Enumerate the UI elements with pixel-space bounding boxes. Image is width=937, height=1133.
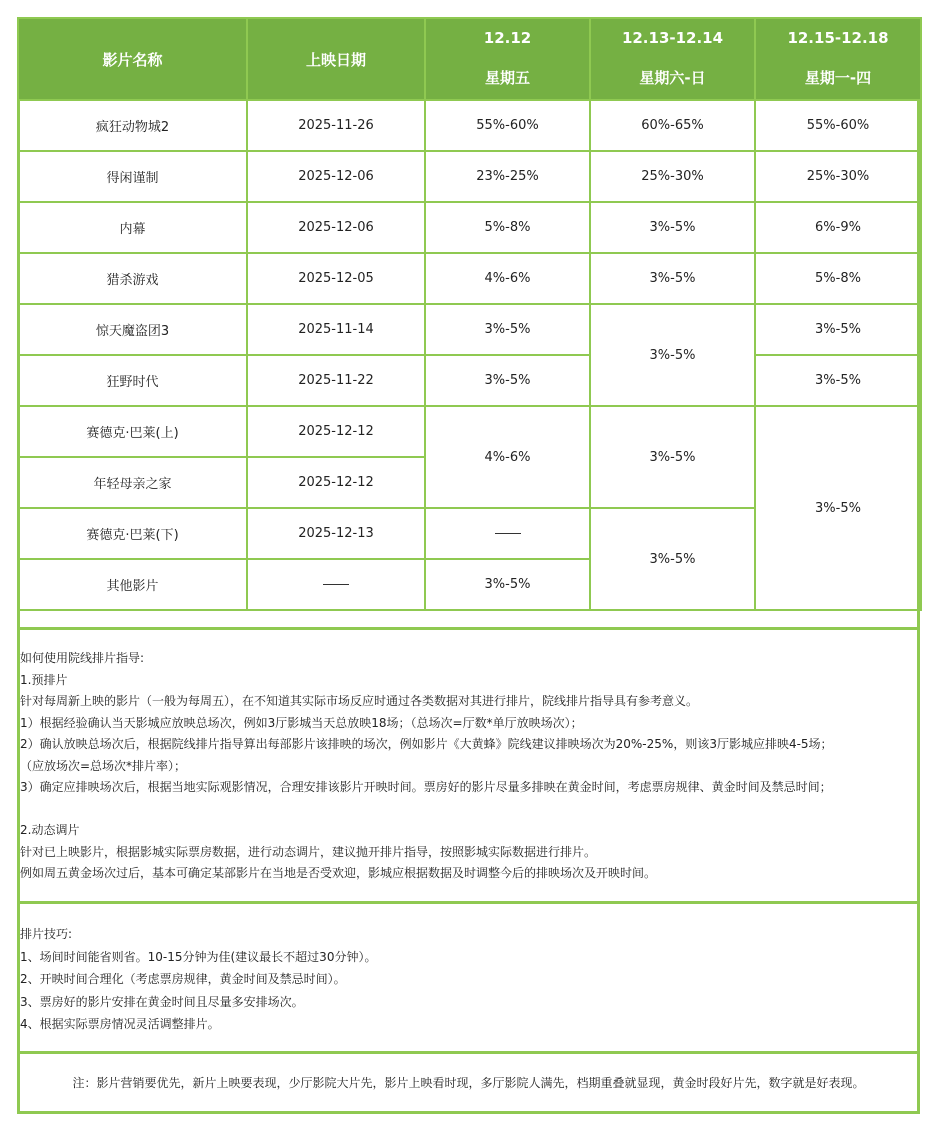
- share-cell: 5%-8%: [425, 202, 590, 253]
- table-row: [18, 253, 921, 304]
- share-cell-merged: 3%-5%: [590, 406, 755, 508]
- release-date-cell: 2025-12-12: [247, 457, 425, 508]
- film-name-cell: 赛德克·巴莱(上): [18, 406, 247, 457]
- release-date-cell: 2025-12-06: [247, 202, 425, 253]
- tip-item: 1、场间时间能省则省。10-15分钟为佳(建议最长不超过30分钟）。: [20, 949, 377, 964]
- tip-item: 3、票房好的影片安排在黄金时间且尽量多安排场次。: [20, 994, 304, 1009]
- header-col-2-day: 星期六-日: [639, 69, 706, 87]
- guide-text: 3）确定应排映场次后，根据当地实际观影情况，合理安排该影片开映时间。票房好的影片尽量多排映在黄金时间，考虑票房规律、黄金时间及禁忌时间；: [20, 780, 832, 794]
- film-name-cell: 赛德克·巴莱(下): [18, 508, 247, 559]
- guide-text: 例如周五黄金场次过后，基本可确定某部影片在当地是否受欢迎，影城应根据数据及时调整今后的排映场次及开映时间。: [20, 866, 657, 880]
- header-col-2-date: 12.13-12.14: [621, 29, 724, 47]
- empty-dash-cell: [425, 508, 590, 559]
- guide-text: 针对已上映影片，根据影城实际票房数据，进行动态调片，建议抛开排片指导，按照影城实际数据进行排片。: [20, 844, 597, 859]
- guide-text: （应放场次=总场次*排片率）；: [20, 758, 187, 773]
- release-date-cell: 2025-11-26: [247, 100, 425, 151]
- table-header-row: [18, 18, 921, 100]
- header-col-1: [425, 18, 590, 100]
- table-row: [18, 355, 921, 406]
- share-cell: 3%-5%: [425, 304, 590, 355]
- tip-item: 4、根据实际票房情况灵活调整排片。: [20, 1017, 220, 1031]
- share-cell: 55%-60%: [755, 100, 921, 151]
- release-date-cell: 2025-12-13: [247, 508, 425, 559]
- share-cell: 25%-30%: [590, 151, 755, 202]
- guide-text: 1）根据经验确认当天影城应放映总场次，例如3厅影城当天总放映18场；（总场次=厅数*单厅放映场次）；: [20, 715, 583, 730]
- usage-guide-section: [17, 627, 920, 904]
- table-row: [18, 304, 921, 355]
- guide-text: 2）确认放映总场次后，根据院线排片指导算出每部影片该排映的场次，例如影片《大黄蜂》院线建议排映场次为20%-25%，则该3厅影城应排映4-5场；: [20, 737, 833, 751]
- film-name-cell: 年轻母亲之家: [18, 457, 247, 508]
- share-cell: 3%-5%: [755, 304, 921, 355]
- dash-icon: [495, 533, 521, 534]
- film-name-cell: 惊天魔盗团3: [18, 304, 247, 355]
- share-cell: 4%-6%: [425, 253, 590, 304]
- table-row: [18, 202, 921, 253]
- share-cell: 3%-5%: [425, 559, 590, 610]
- footer-note: 注：影片营销要优先，新片上映要表现，少厅影院大片先，影片上映看时现，多厅影院人满先，档期重叠就显现，黄金时段好片先，数字就是好表现。: [72, 1076, 865, 1090]
- guide-section-1-title: 1.预排片: [20, 672, 68, 687]
- share-cell: 3%-5%: [425, 355, 590, 406]
- guide-section-2-title: 2.动态调片: [20, 823, 80, 837]
- header-release-date: 上映日期: [247, 18, 425, 100]
- share-cell: 25%-30%: [755, 151, 921, 202]
- share-cell-merged: 4%-6%: [425, 406, 590, 508]
- spacer: [20, 799, 920, 821]
- film-name-cell: 狂野时代: [18, 355, 247, 406]
- share-cell-merged: 3%-5%: [590, 508, 755, 610]
- film-name-cell: 内幕: [18, 202, 247, 253]
- film-name-cell: 疯狂动物城2: [18, 100, 247, 151]
- film-name-cell: 猎杀游戏: [18, 253, 247, 304]
- release-date-cell: 2025-12-05: [247, 253, 425, 304]
- scheduling-tips-section: [17, 904, 920, 1054]
- header-col-3-date: 12.15-12.18: [787, 29, 889, 47]
- release-date-cell: 2025-12-12: [247, 406, 425, 457]
- share-cell-merged: 3%-5%: [590, 304, 755, 406]
- schedule-table: [17, 17, 922, 611]
- share-cell: 3%-5%: [590, 202, 755, 253]
- empty-dash-cell: [247, 559, 425, 610]
- table-row: [18, 406, 921, 457]
- header-film-name: 影片名称: [18, 18, 247, 100]
- share-cell: 5%-8%: [755, 253, 921, 304]
- tip-item: 2、开映时间合理化（考虑票房规律，黄金时间及禁忌时间）。: [20, 972, 346, 986]
- header-col-1-date: 12.12: [483, 29, 532, 47]
- film-name-cell: 得闲谨制: [18, 151, 247, 202]
- release-date-cell: 2025-11-22: [247, 355, 425, 406]
- header-col-3-day: 星期一-四: [804, 69, 872, 87]
- header-col-3: [755, 18, 921, 100]
- share-cell: 23%-25%: [425, 151, 590, 202]
- film-name-cell: 其他影片: [18, 559, 247, 610]
- share-cell: 6%-9%: [755, 202, 921, 253]
- guide-title: 如何使用院线排片指导:: [20, 651, 145, 665]
- guide-text: 针对每周新上映的影片（一般为每周五），在不知道其实际市场反应时通过各类数据对其进行排片，院线排片指导具有参考意义。: [20, 694, 699, 708]
- table-row: [18, 151, 921, 202]
- share-cell: 3%-5%: [590, 253, 755, 304]
- table-row: [18, 100, 921, 151]
- share-cell: 3%-5%: [755, 355, 921, 406]
- header-col-1-day: 星期五: [484, 69, 530, 87]
- share-cell: 60%-65%: [590, 100, 755, 151]
- header-col-2: [590, 18, 755, 100]
- share-cell-merged: 3%-5%: [755, 406, 921, 610]
- release-date-cell: 2025-11-14: [247, 304, 425, 355]
- release-date-cell: 2025-12-06: [247, 151, 425, 202]
- tips-title: 排片技巧:: [20, 927, 73, 941]
- dash-icon: [323, 584, 349, 585]
- share-cell: 55%-60%: [425, 100, 590, 151]
